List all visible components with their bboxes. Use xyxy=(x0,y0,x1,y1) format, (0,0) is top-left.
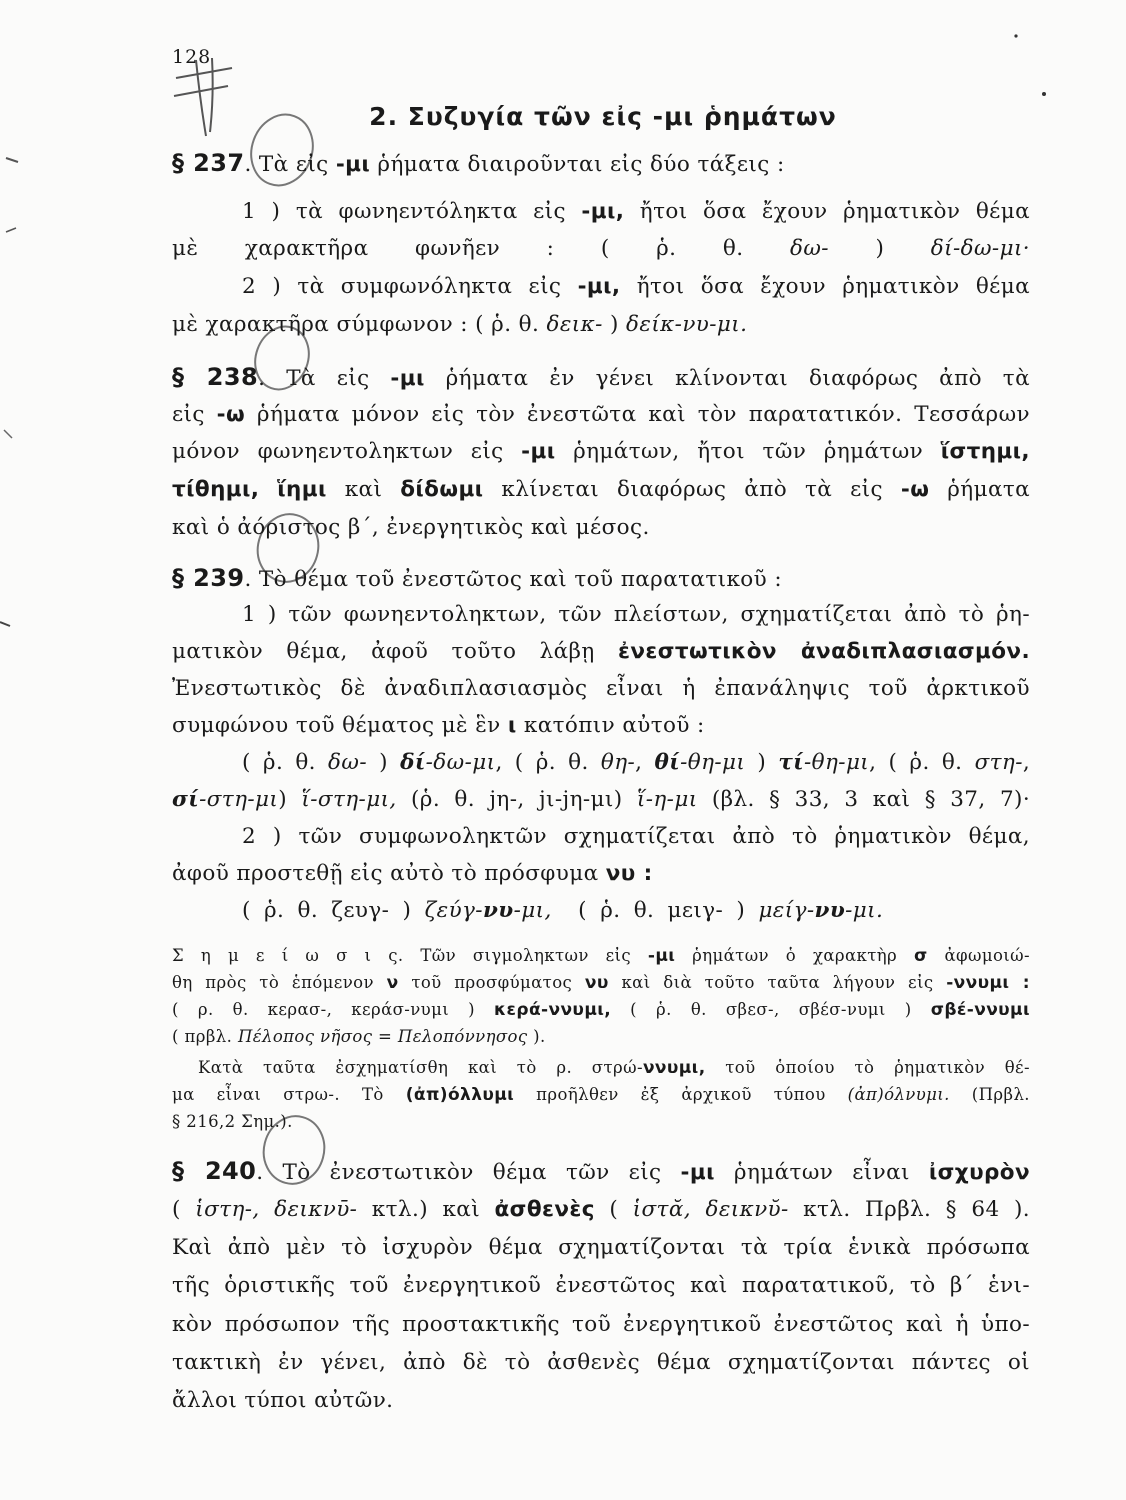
note-line-6: μα εἶναι στρω-. Τὸ (ἀπ)όλλυμι προῆλθεν ἐξ ἀρχικοῦ τύπου (ἀπ)όλνυμι. (Πρβλ. xyxy=(172,1085,1030,1105)
s239-line-1: § 239. Τὸ θέμα τοῦ ἐνεστῶτος καὶ τοῦ παρατατικοῦ : xyxy=(172,564,782,592)
s238-line-1: § 238. Τὰ εἰς -μι ῥήματα ἐν γένει κλίνονται διαφόρως ἀπὸ τὰ xyxy=(172,363,1031,391)
s237-line-4: 2 ) τὰ συμφωνόληκτα εἰς -μι, ἤτοι ὅσα ἔχουν ῥηματικὸν θέμα xyxy=(242,274,1031,299)
s239-line-5: συμφώνου τοῦ θέματος μὲ ἓν ι κατόπιν αὐτοῦ : xyxy=(172,713,705,738)
s239-line-10: ( ῥ. θ. ζευγ- ) ζεύγ-νυ-μι, ( ῥ. θ. μειγ- ) μείγ-νυ-μι. xyxy=(242,898,884,923)
note-line-5: Κατὰ ταῦτα ἐσχηματίσθη καὶ τὸ ρ. στρώ-ννυμι, τοῦ ὁποίου τὸ ῥηματικὸν θέ- xyxy=(198,1058,1030,1078)
note-line-1: Σ η μ ε ί ω σ ι ς. Τῶν σιγμοληκτων εἰς -μι ῥημάτων ὁ χαρακτὴρ σ ἀφωμοιώ- xyxy=(172,946,1030,966)
s240-line-7: ἄλλοι τύποι αὐτῶν. xyxy=(172,1388,394,1413)
s238-line-4: τίθημι, ἵημι καὶ δίδωμι κλίνεται διαφόρως ἀπὸ τὰ εἰς -ω ῥήματα xyxy=(172,477,1031,502)
s239-line-3: ματικὸν θέμα, ἀφοῦ τοῦτο λάβῃ ἐνεστωτικὸν ἀναδιπλασιασμόν. xyxy=(172,639,1031,664)
s239-line-2: 1 ) τῶν φωνηεντοληκτων, τῶν πλείστων, σχηματίζεται ἀπὸ τὸ ῥη- xyxy=(242,602,1030,627)
s237-line-3: μὲ χαρακτῆρα φωνῆεν : ( ῥ. θ. δω- ) δί-δω-μι· xyxy=(172,236,1031,261)
s239-line-9: ἀφοῦ προστεθῇ εἰς αὐτὸ τὸ πρόσφυμα νυ : xyxy=(172,861,653,886)
s239-line-7: σί-στη-μι) ἵ-στη-μι, (ῥ. θ. jη-, jι-jη-μι) ἵ-η-μι (βλ. § 33, 3 καὶ § 37, 7)· xyxy=(172,787,1031,812)
s238-line-3: μόνον φωνηεντοληκτων εἰς -μι ῥημάτων, ἤτοι τῶν ῥημάτων ἵστημι, xyxy=(172,439,1031,464)
s238-line-2: εἰς -ω ῥήματα μόνον εἰς τὸν ἐνεστῶτα καὶ τὸν παρατατικόν. Τεσσάρων xyxy=(172,402,1030,427)
page-number: 128 xyxy=(172,46,212,68)
section-239-label: § 239 xyxy=(172,564,245,592)
s240-line-1: § 240. Τὸ ἐνεστωτικὸν θέμα τῶν εἰς -μι ῥημάτων εἶναι ἰσχυρὸν xyxy=(172,1157,1031,1185)
s237-line-5: μὲ χαρακτῆρα σύμφωνον : ( ῥ. θ. δεικ- ) δείκ-νυ-μι. xyxy=(172,312,748,337)
s240-line-6: τακτικὴ ἐν γένει, ἀπὸ δὲ τὸ ἀσθενὲς θέμα σχηματίζονται πάντες οἱ xyxy=(172,1350,1030,1375)
s240-line-4: τῆς ὁριστικῆς τοῦ ἐνεργητικοῦ ἐνεστῶτος καὶ παρατατικοῦ, τὸ β΄ ἑνι- xyxy=(172,1273,1030,1298)
s240-line-2: ( ἱστη-, δεικνῡ- κτλ.) καὶ ἀσθενὲς ( ἱστᾰ, δεικνῠ- κτλ. Πρβλ. § 64 ). xyxy=(172,1197,1031,1222)
section-238-label: § 238 xyxy=(172,363,259,391)
note-line-4: ( πρβλ. Πέλοπος νῆσος = Πελοπόννησος ). xyxy=(172,1027,546,1046)
s239-line-6: ( ῥ. θ. δω- ) δί-δω-μι, ( ῥ. θ. θη-, θί-θη-μι ) τί-θη-μι, ( ῥ. θ. στη-, xyxy=(242,750,1031,775)
s240-line-3: Καὶ ἀπὸ μὲν τὸ ἰσχυρὸν θέμα σχηματίζονται τὰ τρία ἑνικὰ πρόσωπα xyxy=(172,1235,1030,1260)
section-237-label: § 237 xyxy=(172,149,245,177)
s239-line-8: 2 ) τῶν συμφωνοληκτῶν σχηματίζεται ἀπὸ τὸ ῥηματικὸν θέμα, xyxy=(242,824,1030,849)
s237-line-2: 1 ) τὰ φωνηεντόληκτα εἰς -μι, ἤτοι ὅσα ἔχουν ῥηματικὸν θέμα xyxy=(242,199,1031,224)
s239-line-4: Ἐνεστωτικὸς δὲ ἀναδιπλασιασμὸς εἶναι ἡ ἐπανάληψις τοῦ ἀρκτικοῦ xyxy=(172,676,1030,701)
s237-line-1: § 237. Τὰ εἰς -μι ῥήματα διαιροῦνται εἰς δύο τάξεις : xyxy=(172,149,785,177)
chapter-heading: 2. Συζυγία τῶν εἰς -μι ῥημάτων xyxy=(369,102,837,131)
note-line-3: ( ρ. θ. κερασ-, κεράσ-νυμι ) κερά-ννυμι, ( ῥ. θ. σβεσ-, σβέσ-νυμι ) σβέ-ννυμι xyxy=(172,1000,1030,1020)
s238-line-5: καὶ ὁ ἀόριστος β΄, ἐνεργητικὸς καὶ μέσος. xyxy=(172,515,650,540)
note-line-2: θη πρὸς τὸ ἑπόμενον ν τοῦ προσφύματος νυ καὶ διὰ τοῦτο ταῦτα λήγουν εἰς -ννυμι : xyxy=(172,973,1030,993)
note-line-7: § 216,2 Σημ.). xyxy=(172,1112,293,1131)
section-240-label: § 240 xyxy=(172,1157,257,1185)
s240-line-5: κὸν πρόσωπον τῆς προστακτικῆς τοῦ ἐνεργητικοῦ ἐνεστῶτος καὶ ἡ ὑπο- xyxy=(172,1312,1030,1337)
